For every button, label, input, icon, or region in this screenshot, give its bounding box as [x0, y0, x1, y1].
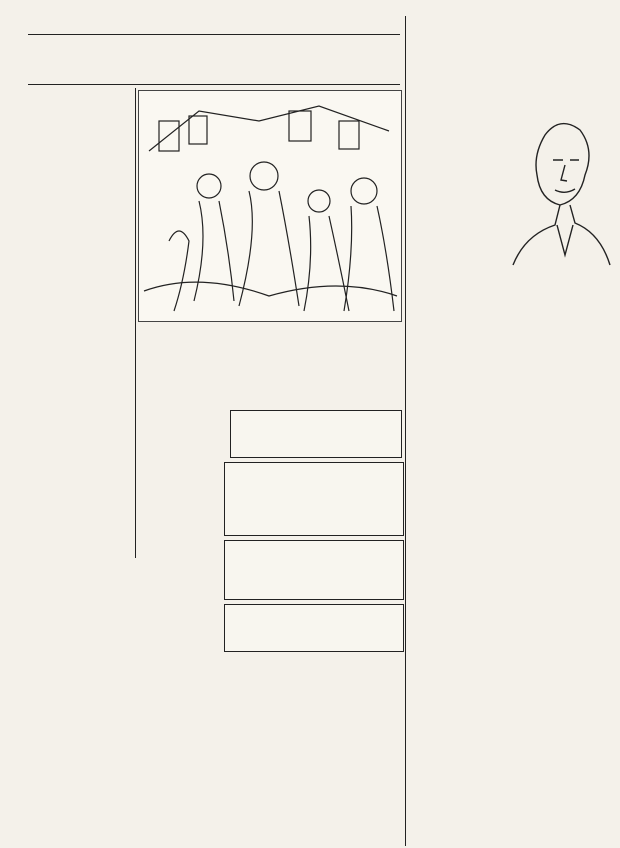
article-tail: [28, 815, 138, 845]
column-divider: [135, 88, 136, 558]
article-column-3-narrow: [410, 104, 502, 274]
ad-precisase: [224, 540, 404, 600]
opera-sketch: [139, 91, 401, 321]
title-rule-bottom: [28, 84, 400, 85]
ad-taquimecanografa: [230, 410, 402, 458]
portrait-drawing: [505, 105, 613, 270]
title-rule-top: [28, 34, 400, 35]
article-column-3-top: [410, 16, 610, 104]
article-column-3-main: [410, 276, 610, 841]
article-column-1: [28, 88, 132, 563]
ad-agente: [224, 604, 404, 652]
opera-illustration: [138, 90, 402, 322]
ad-joven: [224, 462, 404, 536]
article-column-2: [230, 346, 400, 402]
column-divider: [405, 16, 406, 846]
portrait-sketch: [505, 105, 613, 270]
ad-abc-semanal: [224, 656, 402, 704]
